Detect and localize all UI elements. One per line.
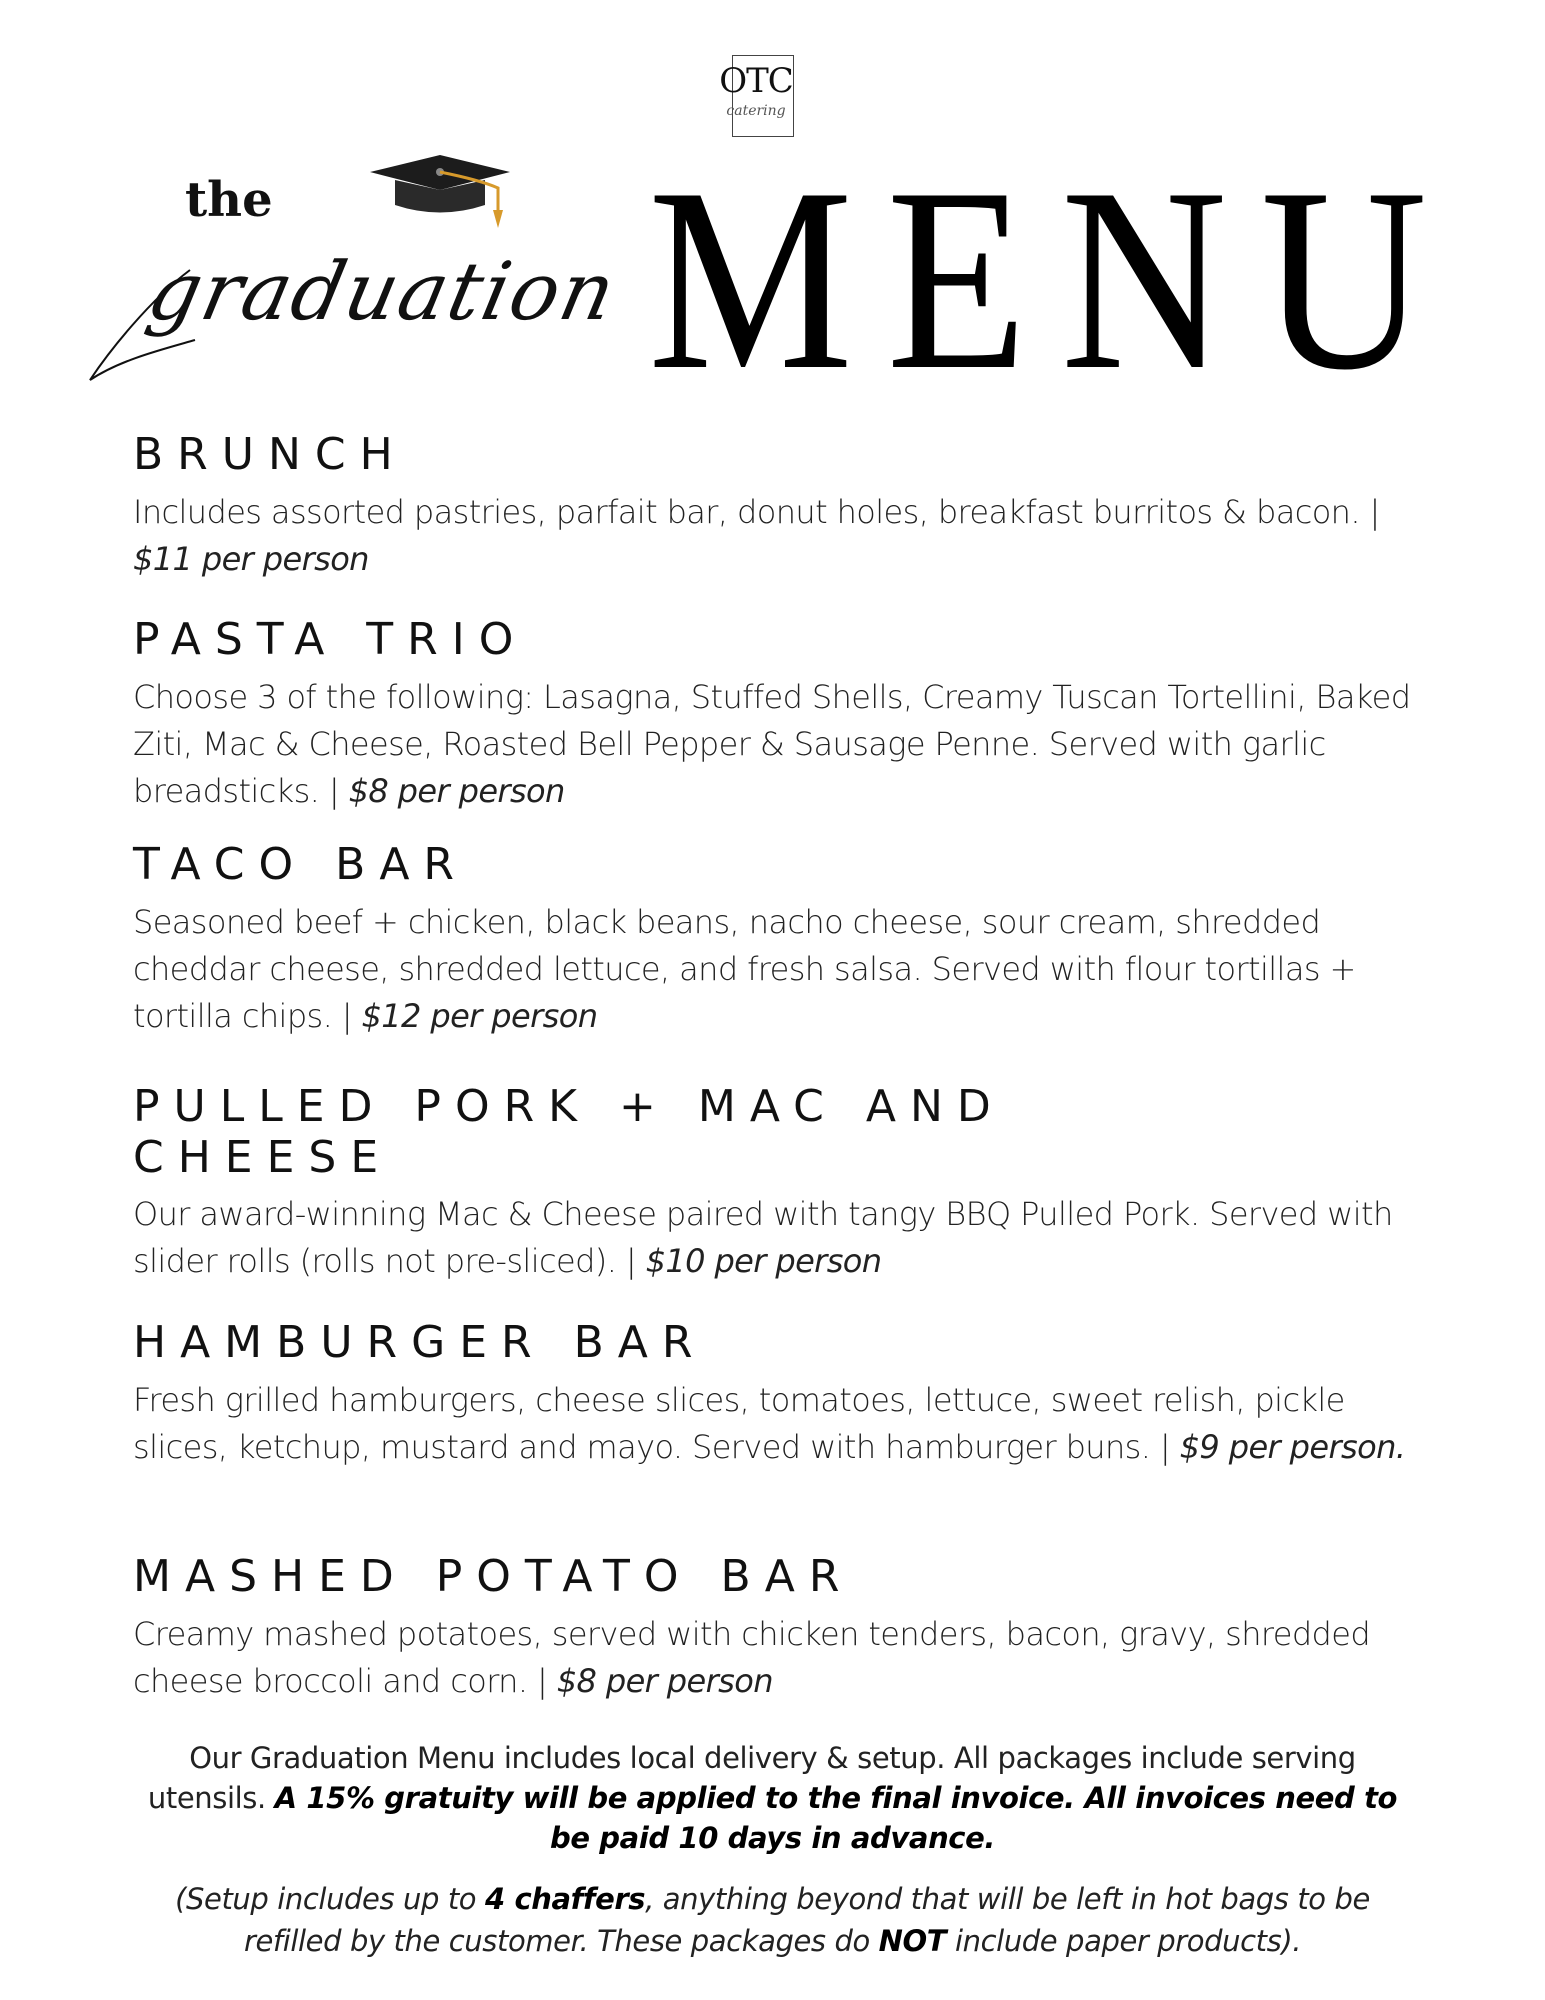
setup-note-text: , anything beyond that will be left in hot bags to be refilled by the customer. These packages do <box>243 1882 1370 1958</box>
section-description <box>133 489 1433 583</box>
setup-note-not: NOT <box>878 1924 947 1958</box>
section-title: BRUNCH <box>133 429 407 480</box>
description-text: Includes assorted pastries, parfait bar, donut holes, breakfast burritos & bacon. | <box>133 492 1380 531</box>
section-mashed-potato-bar <box>133 1552 1433 1705</box>
section-title: TACO BAR <box>133 839 468 890</box>
title-graduation-script: graduation <box>140 245 625 338</box>
footer-terms-bold: A 15% gratuity will be applied to the final invoice. All invoices need to be paid 10 days in advance. <box>274 1781 1398 1855</box>
description-text: Our award-winning Mac & Cheese paired with tangy BBQ Pulled Pork. Served with slider rolls (rolls not pre-sliced). | <box>133 1195 1393 1281</box>
setup-note-text: include paper products). <box>946 1924 1302 1958</box>
section-title: HAMBURGER BAR <box>133 1317 707 1368</box>
price: $8 per person <box>348 771 565 810</box>
section-title <box>133 1082 1433 1183</box>
section-description <box>133 1377 1433 1471</box>
section-hamburger-bar <box>133 1318 1433 1471</box>
otc-catering-logo <box>710 55 802 139</box>
section-title-line2: CHEESE <box>133 1131 393 1183</box>
logo-text: OTC <box>719 61 793 101</box>
footer-terms <box>140 1738 1405 1858</box>
section-description <box>133 1191 1433 1285</box>
title-menu: MENU <box>648 134 1461 424</box>
section-title-line1: PULLED PORK + MAC AND <box>133 1081 1005 1132</box>
price: $10 per person <box>645 1242 882 1281</box>
section-title: MASHED POTATO BAR <box>133 1551 854 1602</box>
section-description <box>133 1611 1433 1705</box>
footer-setup-note <box>140 1878 1405 1962</box>
title-the: the <box>185 172 273 228</box>
script-flourish <box>80 240 200 390</box>
price: $9 per person. <box>1179 1427 1406 1466</box>
section-pasta-trio <box>133 615 1433 815</box>
section-description <box>133 899 1433 1040</box>
section-pulled-pork <box>133 1082 1433 1285</box>
logo-subtext: catering <box>726 103 786 119</box>
description-text: Choose 3 of the following: Lasagna, Stuffed Shells, Creamy Tuscan Tortellini, Baked Ziti, Mac & Cheese, Roasted Bell Pepper & Sausage Penne. Served with garlic breadsticks. | <box>133 677 1411 810</box>
price: $8 per person <box>556 1661 773 1700</box>
footer-terms-text: Our Graduation Menu includes local delivery & setup. All packages include serving utensils. <box>147 1741 1356 1815</box>
price: $12 per person <box>361 996 598 1035</box>
price: $11 per person <box>133 539 369 578</box>
setup-note-text: (Setup includes up to <box>175 1882 485 1916</box>
graduation-cap-icon <box>360 150 520 230</box>
setup-note-chaffers: 4 chaffers <box>484 1882 646 1916</box>
section-taco-bar <box>133 840 1433 1040</box>
section-description <box>133 674 1433 815</box>
section-brunch <box>133 430 1433 583</box>
description-text: Fresh grilled hamburgers, cheese slices, tomatoes, lettuce, sweet relish, pickle slices, ketchup, mustard and mayo. Served with hamburger buns. | <box>133 1380 1345 1466</box>
description-text: Creamy mashed potatoes, served with chicken tenders, bacon, gravy, shredded cheese broccoli and corn. | <box>133 1614 1371 1700</box>
section-title: PASTA TRIO <box>133 614 528 665</box>
description-text: Seasoned beef + chicken, black beans, nacho cheese, sour cream, shredded cheddar cheese, shredded lettuce, and fresh salsa. Served with flour tortillas + tortilla chips. | <box>133 902 1356 1035</box>
